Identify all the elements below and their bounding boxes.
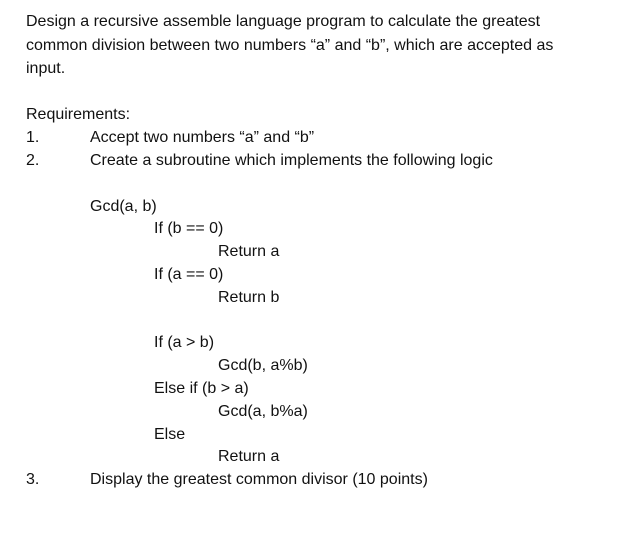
intro-line-3: input. [26, 60, 66, 77]
code-return-a-final: Return a [218, 448, 280, 465]
item-1-number: 1. [26, 129, 40, 146]
item-1-text: Accept two numbers “a” and “b” [90, 129, 315, 146]
code-if-b-zero: If (b == 0) [154, 220, 224, 237]
item-2-text: Create a subroutine which implements the following logic [90, 152, 493, 169]
intro-line-2: common division between two numbers “a” and “b”, which are accepted as [26, 37, 554, 54]
item-3-text: Display the greatest common divisor (10 points) [90, 471, 428, 488]
code-return-b: Return b [218, 289, 280, 306]
code-signature: Gcd(a, b) [90, 198, 157, 215]
intro-line-1: Design a recursive assemble language program to calculate the greatest [26, 13, 541, 30]
code-call-gcd-a: Gcd(a, b%a) [218, 403, 308, 420]
item-2-number: 2. [26, 152, 40, 169]
code-else: Else [154, 426, 186, 443]
code-return-a: Return a [218, 243, 280, 260]
code-if-a-gt-b: If (a > b) [154, 334, 215, 351]
code-if-a-zero: If (a == 0) [154, 266, 224, 283]
code-elseif-b-gt-a: Else if (b > a) [154, 380, 249, 397]
requirements-heading: Requirements: [26, 106, 131, 123]
item-3-number: 3. [26, 471, 40, 488]
code-call-gcd-b: Gcd(b, a%b) [218, 357, 308, 374]
